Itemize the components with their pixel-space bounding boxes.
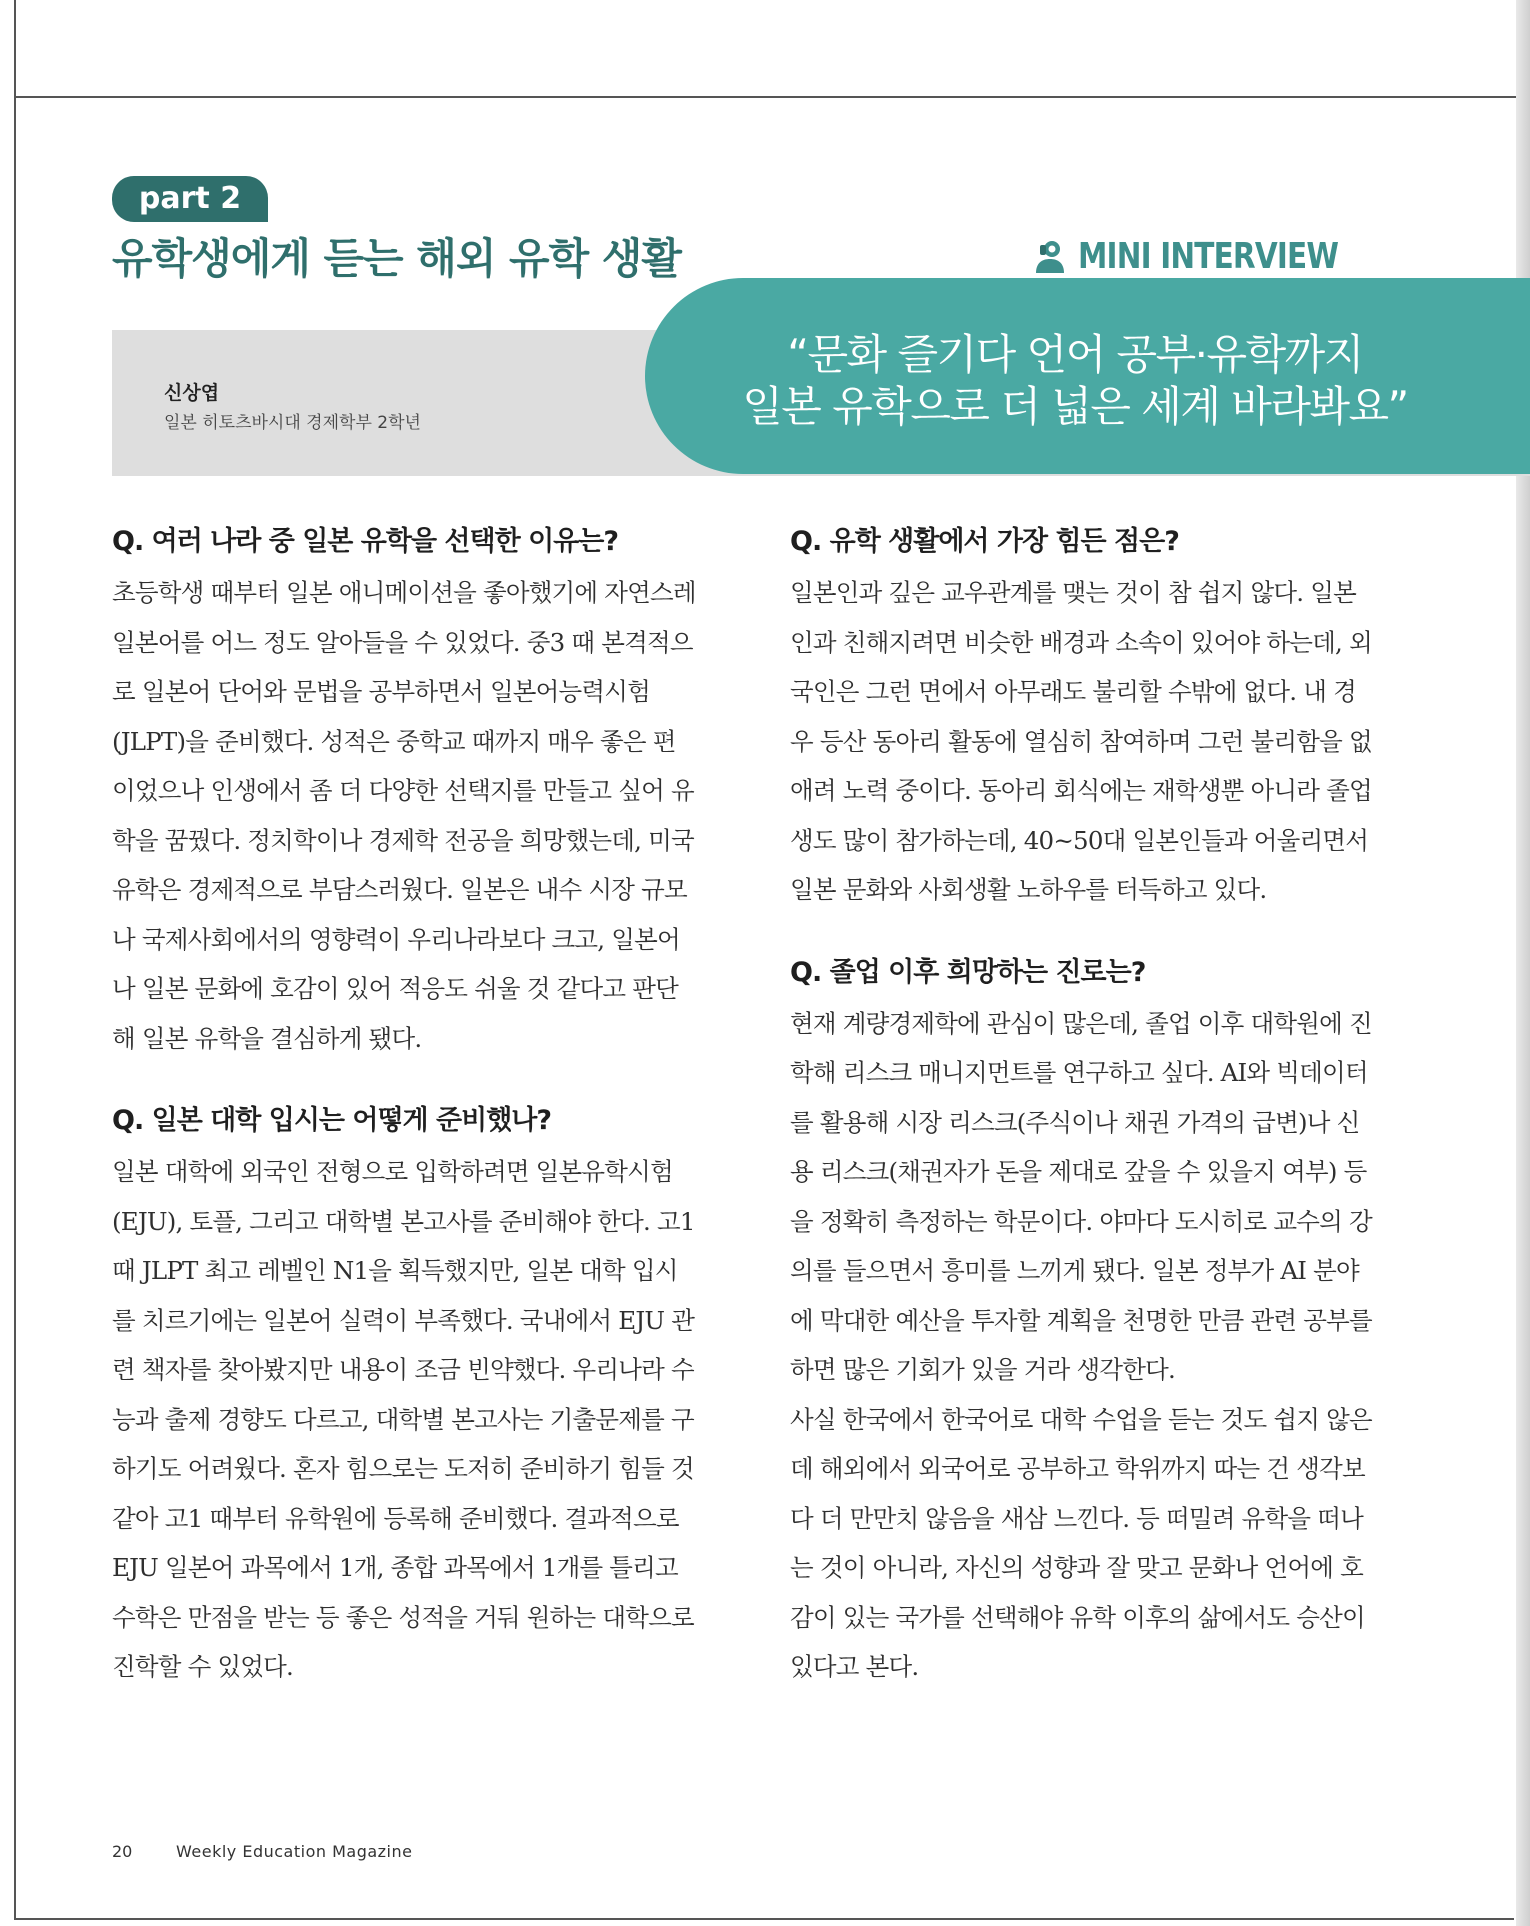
page-number: 20	[112, 1842, 133, 1861]
interviewee-affiliation: 일본 히토츠바시대 경제학부 2학년	[164, 413, 421, 433]
pull-quote-line-1: “문화 즐기다 언어 공부·유학까지	[787, 330, 1363, 379]
question-heading: Q. 일본 대학 입시는 어떻게 준비했나?	[112, 1105, 552, 1136]
question-heading: Q. 졸업 이후 희망하는 진로는?	[790, 956, 1146, 988]
interview-person-icon	[1032, 239, 1068, 275]
answer-paragraph: 일본 대학에 외국인 전형으로 입학하려면 일본유학시험(EJU), 토플, 그리고 대학별 본고사를 준비해야 한다. 고1 때 JLPT 최고 레벨인 N1을 획득했지만, 일본 대학 입시를 치르기에는 일본어 실력이 부족했다. 국내에서 EJU 관련 책자를 찾아봤지만 내용이 조금 빈약했다. 우리나라 수능과 출제 경향도 다르고, 대학별 본고사는 기출문제를 구하기도 어려웠다. 혼자 힘으로는 도저히 준비하기 힘들 것 같아 고1 때부터 유학원에 등록해 준비했다. 결과적으로 EJU 일본어 과목에서 1개, 종합 과목에서 1개를 틀리고 수학은 만점을 받는 등 좋은 성적을 거둬 원하는 대학으로 진학할 수 있었다.	[112, 1157, 695, 1681]
pull-quote-line-2: 일본 유학으로 더 넓은 세계 바라봐요”	[742, 382, 1408, 431]
qa-section-career	[790, 955, 1376, 1692]
qa-section-admission	[112, 1103, 698, 1692]
question-heading: Q. 유학 생활에서 가장 힘든 점은?	[790, 526, 1179, 557]
magazine-name: Weekly Education Magazine	[176, 1842, 413, 1861]
qa-section-why-japan	[112, 524, 698, 1063]
page-title: 유학생에게 듣는 해외 유학 생활	[112, 234, 681, 283]
answer-paragraph-2: 사실 한국에서 한국어로 대학 수업을 듣는 것도 쉽지 않은데 해외에서 외국어로 공부하고 학위까지 따는 건 생각보다 더 만만치 않음을 새삼 느낀다. 등 떠밀려 유학을 떠나는 것이 아니라, 자신의 성향과 잘 맞고 문화나 언어에 호감이 있는 국가를 선택해야 유학 이후의 삶에서도 승산이 있다고 본다.	[790, 1404, 1372, 1681]
mini-interview-text: MINI INTERVIEW	[1078, 236, 1339, 277]
answer-paragraph: 현재 계량경제학에 관심이 많은데, 졸업 이후 대학원에 진학해 리스크 매니지먼트를 연구하고 싶다. AI와 빅데이터를 활용해 시장 리스크(주식이나 채권 가격의 급변)나 신용 리스크(채권자가 돈을 제대로 갚을 수 있을지 여부) 등을 정확히 측정하는 학문이다. 야마다 도시히로 교수의 강의를 들으면서 흥미를 느끼게 됐다. 일본 정부가 AI 분야에 막대한 예산을 투자할 계획을 천명한 만큼 관련 공부를 하면 많은 기회가 있을 거라 생각한다.	[790, 1008, 1372, 1384]
answer-paragraph: 초등학생 때부터 일본 애니메이션을 좋아했기에 자연스레 일본어를 어느 정도 알아들을 수 있었다. 중3 때 본격적으로 일본어 단어와 문법을 공부하면서 일본어능력시험(JLPT)을 준비했다. 성적은 중학교 때까지 매우 좋은 편이었으나 인생에서 좀 더 다양한 선택지를 만들고 싶어 유학을 꿈꿨다. 정치학이나 경제학 전공을 희망했는데, 미국 유학은 경제적으로 부담스러웠다. 일본은 내수 시장 규모나 국제사회에서의 영향력이 우리나라보다 크고, 일본어나 일본 문화에 호감이 있어 적응도 쉬울 것 같다고 판단해 일본 유학을 결심하게 됐다.	[112, 578, 696, 1053]
answer-paragraph: 일본인과 깊은 교우관계를 맺는 것이 참 쉽지 않다. 일본인과 친해지려면 비슷한 배경과 소속이 있어야 하는데, 외국인은 그런 면에서 아무래도 불리할 수밖에 없다. 내 경우 등산 동아리 활동에 열심히 참여하며 그런 불리함을 없애려 노력 중이다. 동아리 회식에는 재학생뿐 아니라 졸업생도 많이 참가하는데, 40~50대 일본인들과 어울리면서 일본 문화와 사회생활 노하우를 터득하고 있다.	[790, 578, 1372, 904]
top-rule	[16, 96, 1516, 98]
left-column	[112, 524, 698, 1732]
qa-section-difficulties	[790, 524, 1376, 915]
right-column	[790, 524, 1376, 1732]
part-tag: part 2	[112, 176, 268, 222]
pull-quote	[645, 278, 1530, 474]
interviewee-name: 신상엽	[164, 382, 220, 404]
mini-interview-label	[1032, 236, 1395, 277]
question-heading: Q. 여러 나라 중 일본 유학을 선택한 이유는?	[112, 526, 618, 557]
